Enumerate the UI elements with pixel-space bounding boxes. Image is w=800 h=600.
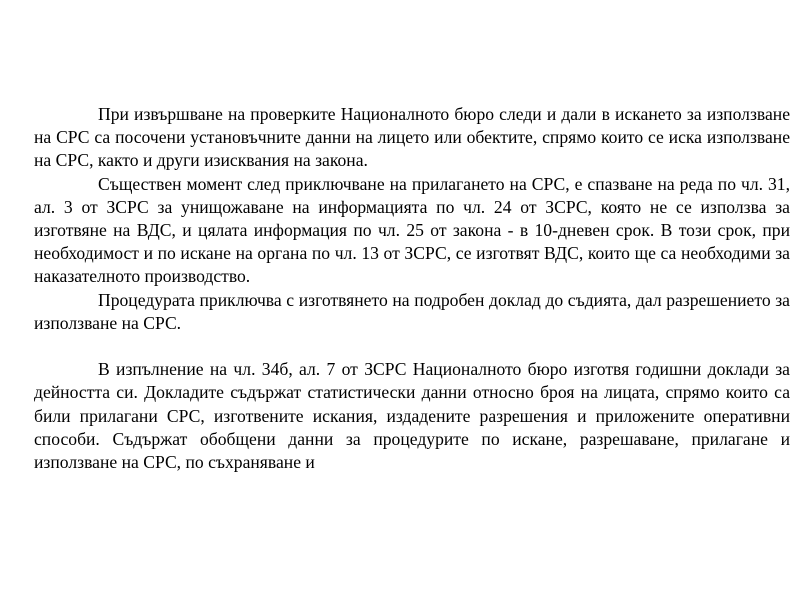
document-page <box>34 103 790 474</box>
paragraph-final-report: Процедурата приключва с изготвянето на подробен доклад до съдията, дал разрешението за използване на СРС. <box>34 289 790 333</box>
paragraph-annual-reports: В изпълнение на чл. 34б, ал. 7 от ЗСРС Националното бюро изготвя годишни доклади за дейността си. Докладите съдържат статистически данни относно броя на лицата, спрямо които са били прилагани СРС, изготвените искания, издадените разрешения и приложените оперативни способи. Съдържат обобщени данни за процедурите по искане, разрешаване, прилагане и използване на СРС, по съхраняване и <box>34 359 790 473</box>
paragraph-verification: При извършване на проверките Националното бюро следи и дали в искането за използване на СРС са посочени установъчните данни на лицето или обектите, спрямо които се иска използване на СРС, както и други изисквания на закона. <box>34 104 790 171</box>
paragraph-destruction-procedure: Съществен момент след приключване на прилагането на СРС, е спазване на реда по чл. 31, ал. 3 от ЗСРС за унищожаване на информацията по чл. 24 от ЗСРС, която не се използва за изготвяне на ВДС, и цялата информация по чл. 25 от закона - в 10-дневен срок. В този срок, при необходимост и по искане на органа по чл. 13 от ЗСРС, се изготвят ВДС, които ще са необходими за наказателното производство. <box>34 173 790 287</box>
paragraph-spacer <box>34 335 790 358</box>
